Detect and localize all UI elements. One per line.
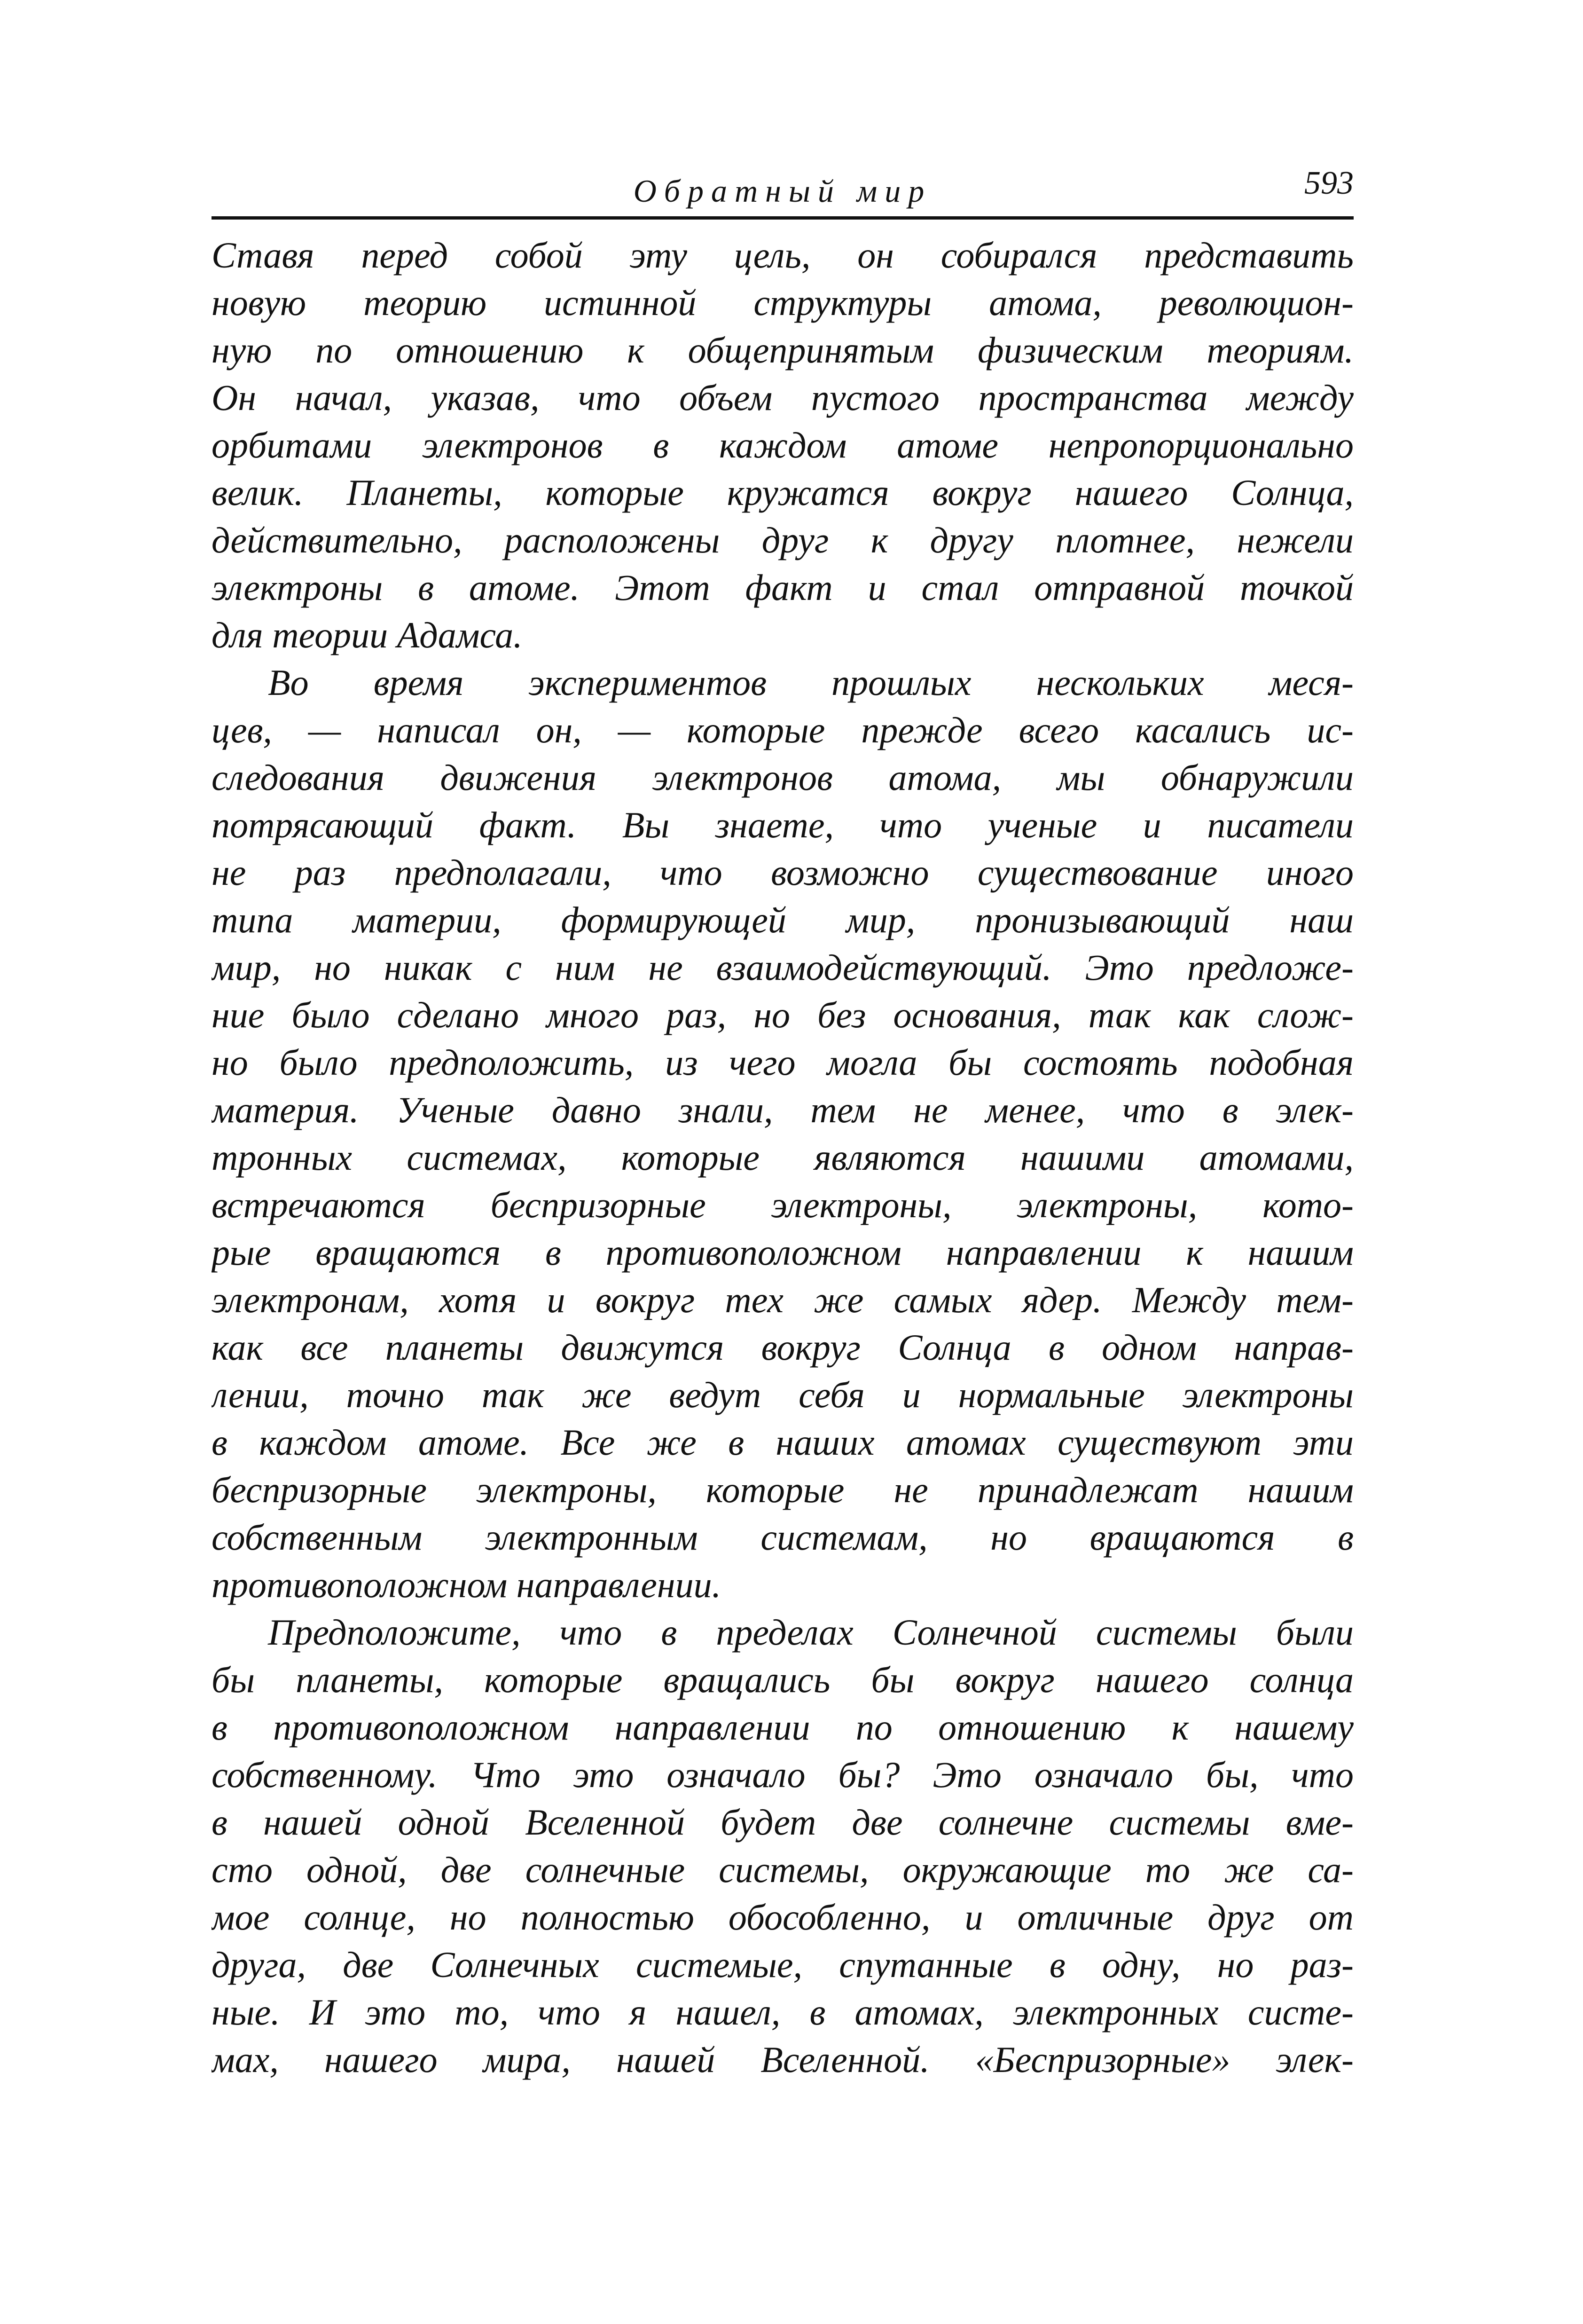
text-line: ные. И это то, что я нашел, в атомах, электронных систе- — [212, 1992, 1354, 2033]
text-line: в каждом атоме. Все же в наших атомах существуют эти — [212, 1422, 1354, 1463]
text-line: новую теорию истинной структуры атома, революцион- — [212, 282, 1354, 323]
text-line: велик. Планеты, которые кружатся вокруг нашего Солнца, — [212, 472, 1354, 513]
page-number: 593 — [1304, 165, 1354, 201]
text-line: электронам, хотя и вокруг тех же самых ядер. Между тем- — [212, 1279, 1354, 1320]
text-line: в противоположном направлении по отношению к нашему — [212, 1707, 1354, 1748]
text-line: рые вращаются в противоположном направлении к нашим — [212, 1232, 1354, 1273]
text-line: типа материи, формирующей мир, пронизывающий наш — [212, 899, 1354, 940]
text-line: действительно, расположены друг к другу плотнее, нежели — [212, 520, 1354, 560]
text-line: в нашей одной Вселенной будет две солнечне системы вме- — [212, 1802, 1354, 1843]
text-line: друга, две Солнечных системые, спутанные в одну, но раз- — [212, 1944, 1354, 1985]
text-line: цев, — написал он, — которые прежде всего касались ис- — [212, 709, 1354, 750]
text-line: Во время экспериментов прошлых нескольких меся- — [268, 662, 1354, 703]
text-line: но было предположить, из чего могла бы состоять подобная — [212, 1042, 1354, 1083]
text-line: ную по отношению к общепринятым физическим теориям. — [212, 330, 1354, 370]
text-line: не раз предполагали, что возможно существование иного — [212, 852, 1354, 893]
text-line: встречаются беспризорные электроны, электроны, кото- — [212, 1184, 1354, 1225]
text-line: орбитами электронов в каждом атоме непропорционально — [212, 425, 1354, 465]
text-line: бы планеты, которые вращались бы вокруг нашего солнца — [212, 1659, 1354, 1700]
text-line: Ставя перед собой эту цель, он собирался представить — [212, 235, 1354, 276]
header-rule — [212, 216, 1354, 220]
text-line: беспризорные электроны, которые не принадлежат нашим — [212, 1469, 1354, 1510]
text-line: тронных системах, которые являются нашими атомами, — [212, 1137, 1354, 1178]
body-text — [212, 231, 1354, 2083]
text-line: потрясающий факт. Вы знаете, что ученые и писатели — [212, 804, 1354, 845]
running-title: Обратный мир — [633, 173, 932, 209]
text-line: собственным электронным системам, но вращаются в — [212, 1517, 1354, 1558]
text-line: следования движения электронов атома, мы обнаружили — [212, 757, 1354, 798]
text-line: электроны в атоме. Этот факт и стал отправной точкой — [212, 567, 1354, 608]
text-line: мир, но никак с ним не взаимодействующий. Это предложе- — [212, 947, 1354, 988]
text-line: Он начал, указав, что объем пустого пространства между — [212, 377, 1354, 418]
text-line: противоположном направлении. — [212, 1564, 721, 1605]
text-line: Предположите, что в пределах Солнечной системы были — [268, 1612, 1354, 1653]
page-header — [212, 160, 1354, 216]
text-line: материя. Ученые давно знали, тем не менее, что в элек- — [212, 1089, 1354, 1130]
text-line: мах, нашего мира, нашей Вселенной. «Беспризорные» элек- — [212, 2039, 1354, 2080]
text-line: для теории Адамса. — [212, 614, 523, 655]
text-line: мое солнце, но полностью обособленно, и отличные друг от — [212, 1897, 1354, 1938]
text-line: ние было сделано много раз, но без основания, так как слож- — [212, 994, 1354, 1035]
text-line: собственному. Что это означало бы? Это означало бы, что — [212, 1754, 1354, 1795]
text-line: как все планеты движутся вокруг Солнца в одном направ- — [212, 1327, 1354, 1368]
text-line: лении, точно так же ведут себя и нормальные электроны — [212, 1374, 1354, 1415]
text-line: сто одной, две солнечные системы, окружающие то же са- — [212, 1849, 1354, 1890]
